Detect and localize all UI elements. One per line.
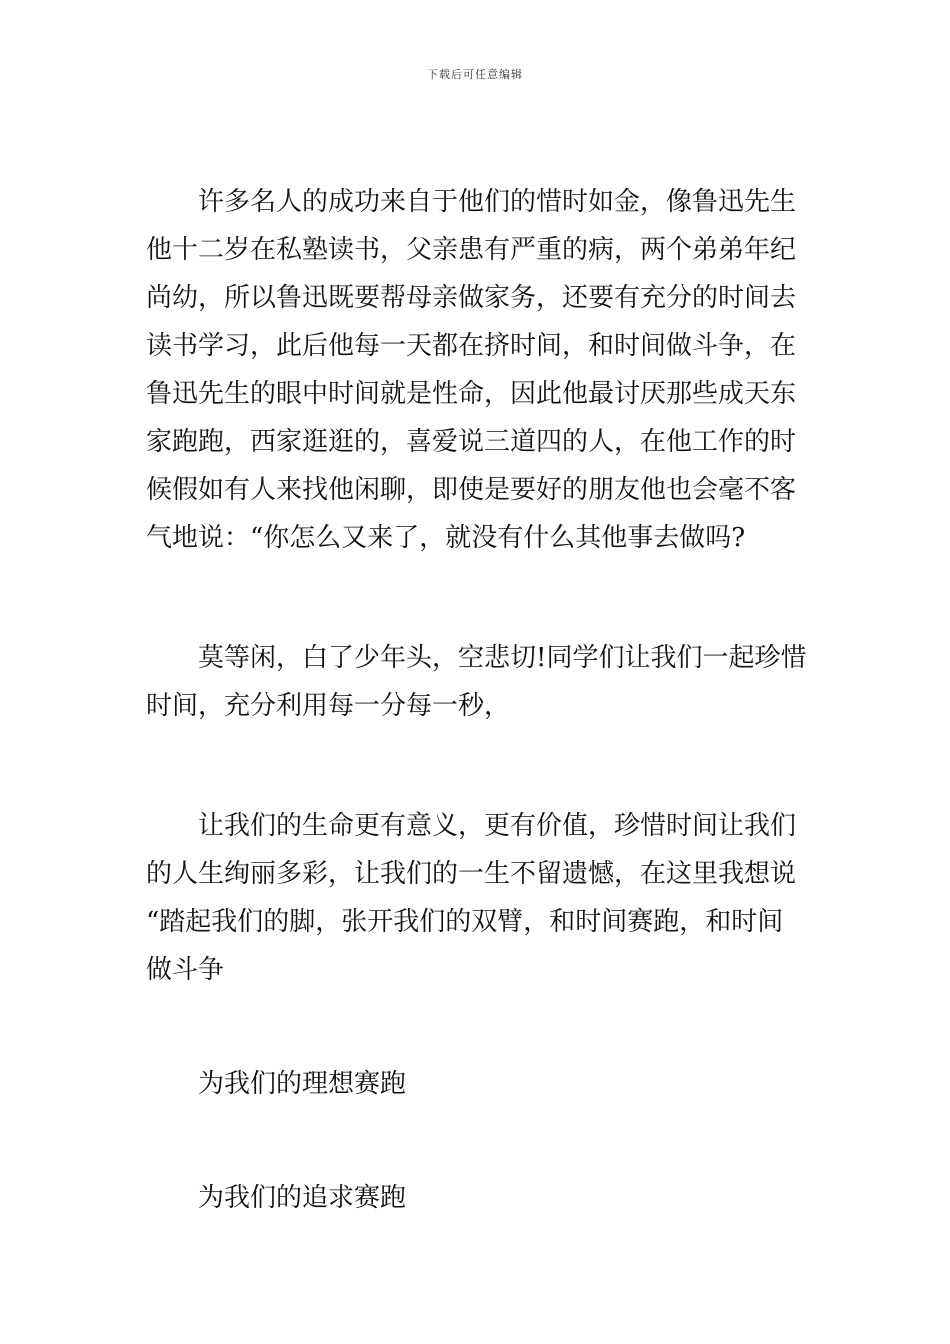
header-note: 下载后可任意编辑: [427, 68, 523, 81]
text-line: 让我们的生命更有意义，更有价值，珍惜时间让我们: [198, 811, 797, 841]
text-line: 做斗争: [146, 955, 225, 985]
text-line: 候假如有人来找他闲聊，即使是要好的朋友他也会毫不客: [146, 475, 797, 505]
paragraph: [146, 634, 806, 730]
text-line: 为我们的追求赛跑: [198, 1183, 407, 1213]
text-line: 气地说：“你怎么又来了，就没有什么其他事去做吗?: [146, 523, 746, 553]
text-line: 他十二岁在私塾读书，父亲患有严重的病，两个弟弟年纪: [146, 235, 797, 265]
paragraph-spacer: [146, 562, 806, 634]
paragraph: [146, 1060, 806, 1108]
text-line: 家跑跑，西家逛逛的，喜爱说三道四的人，在他工作的时: [146, 427, 797, 457]
text-line: 为我们的理想赛跑: [198, 1069, 407, 1099]
paragraph: [146, 178, 806, 562]
text-line: 读书学习，此后他每一天都在挤时间，和时间做斗争，在: [146, 331, 797, 361]
text-line: 鲁迅先生的眼中时间就是性命，因此他最讨厌那些成天东: [146, 379, 797, 409]
text-line: “踏起我们的脚，张开我们的双臂，和时间赛跑，和时间: [146, 907, 784, 937]
text-line: 尚幼，所以鲁迅既要帮母亲做家务，还要有充分的时间去: [146, 283, 797, 313]
text-line: 许多名人的成功来自于他们的惜时如金，像鲁迅先生: [198, 187, 797, 217]
document-body: [146, 178, 806, 1222]
paragraph: [146, 1174, 806, 1222]
text-line: 的人生绚丽多彩，让我们的一生不留遗憾，在这里我想说: [146, 859, 797, 889]
text-line: 时间，充分利用每一分每一秒，: [146, 691, 511, 721]
paragraph-spacer: [146, 730, 806, 802]
paragraph-spacer: [146, 994, 806, 1060]
paragraph: [146, 802, 806, 994]
text-line: 莫等闲，白了少年头，空悲切!同学们让我们一起珍惜: [198, 643, 807, 673]
paragraph-spacer: [146, 1108, 806, 1174]
